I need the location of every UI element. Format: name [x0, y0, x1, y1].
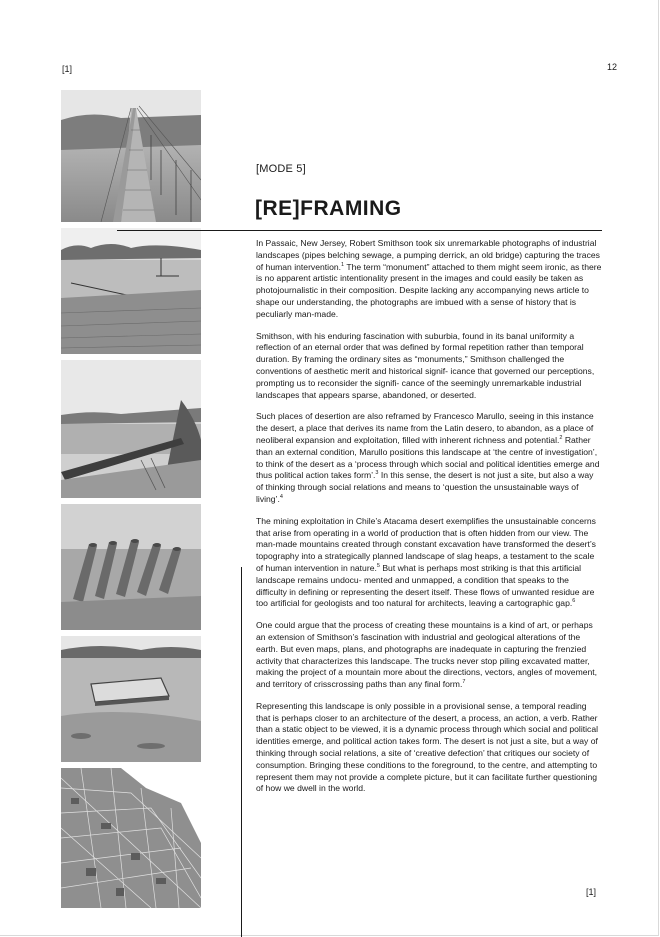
- mode-label: [MODE 5]: [256, 163, 306, 175]
- footer-marker: [1]: [586, 887, 597, 897]
- page-title: [RE]FRAMING: [255, 197, 402, 220]
- aerial-map-photo-icon: [61, 768, 201, 908]
- paragraph-text: One could argue that the process of creating these mountains is a kind of art, or perhaps an extension of Smithson’s fascination with industrial and geological alterations of the earth. But even maps, plans, and photographs are inadequate in capturing the frenzied activity that characterizes this landscape. The trucks never stop piling excavated matter, making the project of a mountain more about the directions, vectors, angles of movement, and territory of crisscrossing paths than any final form.: [256, 620, 598, 690]
- footnote-ref: 7: [462, 679, 466, 686]
- paragraph: [256, 238, 602, 321]
- footnote-ref: 4: [279, 494, 283, 501]
- photo-column: [61, 90, 201, 914]
- paragraph: [256, 516, 602, 610]
- header-marker: [1]: [62, 64, 73, 74]
- page-number: 12: [606, 62, 617, 72]
- footnote-ref: 2: [559, 435, 563, 442]
- paragraph-text: The term “monument” attached to them might seem ironic, as there is no apparent artistic intentionality present in the images and could easily be taken as photojournalistic in their composition. Despite lacking any accompanying news article to shape our understanding, the photographs are imbued with a sense of history that is peculiarly man-made.: [256, 261, 602, 319]
- bridge-photo-icon: [61, 90, 201, 222]
- paragraph-text: Smithson, with his enduring fascination with suburbia, found in its banal uniformity a reflection of an eternal order that was defined by formal repetition rather than temporal duration. By framing the ordinary sites as “monuments,” Smithson challenged the conventions of aesthetic merit and historical signif- icance that governed our perceptions, prompting us to reconsider the signifi- cance of the seemingly unremarkable industrial landscapes that appears sparse, abandoned, or deserted.: [256, 330, 595, 400]
- paragraph-text: In this sense, the desert is not just a site, but also a way of thinking through social relations and means to ‘question the unsustainable ways of living’.: [256, 470, 594, 504]
- sandbox-playground-photo-icon: [61, 636, 201, 762]
- footnote-ref: 3: [375, 470, 379, 477]
- paragraph-text: Rather than an external condition, Marullo positions this landscape at ‘the centre of investigation’, to think of the desert as a ‘process through which social and political identities emerge and thus political action takes form’.: [256, 434, 600, 481]
- paragraph: [256, 411, 602, 505]
- paragraph-text: Representing this landscape is only possible in a provisional sense, a temporal reading that is perhaps closer to an architecture of the desert, a process, an action, a verb. Rather than a static object to be viewed, it is a dynamic process through which social and political identities emerge, and political action takes form. The desert is not just a site, but a way of thinking through social relations, a site of ‘creative defection’ that critiques our society of consumption. Bringing these conditions to the foreground, to the centre, and attempting to represent them may not provide a complete picture, but it can facilitate further questioning of how we dwell in the world.: [256, 700, 599, 794]
- river-pumping-derrick-photo-icon: [61, 228, 201, 354]
- body-text: [256, 238, 602, 805]
- pipe-riverbank-photo-icon: [61, 360, 201, 498]
- title-rule: [117, 230, 602, 231]
- footnote-ref: 5: [376, 563, 380, 570]
- paragraph-text: But what is perhaps most striking is that this artificial landscape remains undocu- mented and unmapped, a condition that speaks to the difficulty in defining or representing the desert itself. These flows of unwanted residue are too artificial for geologists and too natural for architects, leaving a cartographic gap.: [256, 562, 595, 609]
- pipes-ground-photo-icon: [61, 504, 201, 630]
- paragraph: [256, 701, 602, 795]
- paragraph: [256, 331, 602, 402]
- paragraph-text: Such places of desertion are also reframed by Francesco Marullo, seeing in this instance the desert, a place that derives its name from the Latin desero, to abandon, as a place of neoliberal expansion and exploitation, filled with inherent richness and potential.: [256, 411, 594, 445]
- paragraph-text: The mining exploitation in Chile’s Atacama desert exemplifies the unsustainable concerns that arise from operating in a world of production that is often hidden from our view. The man-made mountains created through constant excavation have transformed the desert’s topography into a strategically planned landscape of slag heaps, a testament to the scale of human intervention in nature.: [256, 515, 596, 573]
- footnote-ref: 6: [572, 598, 576, 605]
- paragraph: [256, 620, 602, 691]
- footnote-ref: 1: [341, 261, 345, 268]
- vertical-rule: [241, 567, 242, 937]
- paragraph-text: In Passaic, New Jersey, Robert Smithson took six unremarkable photographs of industrial landscapes (pipes belching sewage, a pumping derrick, an old bridge) capturing the traces of human intervention.: [256, 238, 600, 272]
